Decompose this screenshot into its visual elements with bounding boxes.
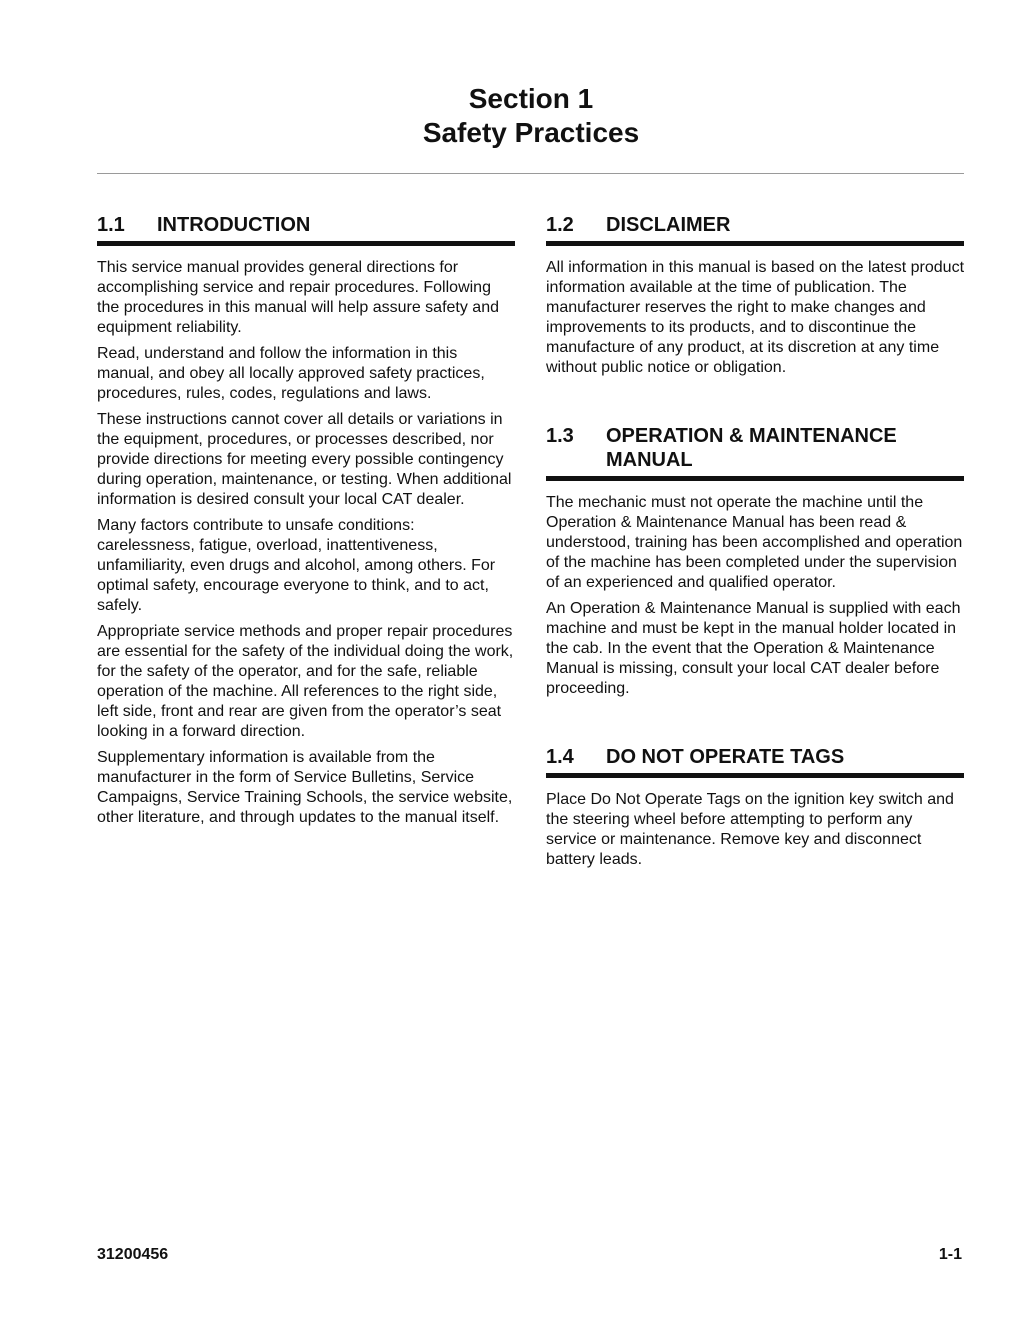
section-number: 1.2 bbox=[546, 214, 574, 236]
section-heading-title: DO NOT OPERATE TAGS bbox=[606, 746, 845, 768]
section-introduction bbox=[97, 213, 515, 828]
section-heading bbox=[546, 213, 964, 246]
paragraph: These instructions cannot cover all details or variations in the equipment, procedures, or processes described, nor provide directions for meeting every possible contingency during operation, maintenance, or testing. When additional information is desired consult your local CAT dealer. bbox=[97, 411, 512, 508]
page-number: 1-1 bbox=[938, 1246, 962, 1263]
paragraph: Read, understand and follow the information in this manual, and obey all locally approved safety practices, procedures, rules, codes, regulations and laws. bbox=[97, 345, 485, 402]
section-heading bbox=[546, 745, 964, 778]
document-number: 31200456 bbox=[97, 1246, 169, 1263]
section-title: Safety Practices bbox=[422, 117, 640, 148]
paragraph: Many factors contribute to unsafe conditions: carelessness, fatigue, overload, inattentiveness, unfamiliarity, even drugs and alcohol, among others. For optimal safety, encourage everyone to think, and to act, safely. bbox=[97, 517, 496, 614]
right-column bbox=[546, 213, 964, 876]
paragraph: Appropriate service methods and proper repair procedures are essential for the safety of the individual doing the work, for the safety of the operator, and for the safe, reliable operation of the machine. All references to the right side, left side, front and rear are given from the operator’s seat looking in a forward direction. bbox=[97, 623, 514, 740]
section-heading-title: DISCLAIMER bbox=[606, 214, 731, 236]
title-divider bbox=[97, 173, 964, 174]
section-heading-title: OPERATION & MAINTENANCE MANUAL bbox=[606, 425, 897, 471]
section-label: Section 1 bbox=[468, 83, 594, 114]
left-column bbox=[97, 213, 515, 834]
paragraph: This service manual provides general directions for accomplishing service and repair procedures. Following the procedures in this manual will help assure safety and equipment reliability. bbox=[97, 259, 499, 336]
section-operation-maintenance-manual bbox=[546, 424, 964, 699]
section-do-not-operate-tags bbox=[546, 745, 964, 870]
paragraph: The mechanic must not operate the machine until the Operation & Maintenance Manual has been read & understood, training has been accomplished and operation of the machine has been completed under the supervision of an experienced and qualified operator. bbox=[546, 494, 963, 591]
section-disclaimer bbox=[546, 213, 964, 378]
section-heading bbox=[546, 424, 964, 481]
section-number: 1.1 bbox=[97, 214, 125, 236]
section-number: 1.4 bbox=[546, 746, 574, 768]
section-heading bbox=[97, 213, 515, 246]
section-number: 1.3 bbox=[546, 425, 574, 447]
paragraph: Place Do Not Operate Tags on the ignition key switch and the steering wheel before attempting to perform any service or maintenance. Remove key and disconnect battery leads. bbox=[546, 791, 954, 868]
paragraph: Supplementary information is available from the manufacturer in the form of Service Bulletins, Service Campaigns, Service Training Schools, the service website, other literature, and through updates to the manual itself. bbox=[97, 749, 513, 826]
paragraph: An Operation & Maintenance Manual is supplied with each machine and must be kept in the manual holder located in the cab. In the event that the Operation & Maintenance Manual is missing, consult your local CAT dealer before proceeding. bbox=[546, 600, 961, 697]
paragraph: All information in this manual is based on the latest product information available at the time of publication. The manufacturer reserves the right to make changes and improvements to its products, and to discontinue the manufacture of any product, at its discretion at any time without public notice or obligation. bbox=[546, 259, 965, 376]
page-title bbox=[0, 82, 1024, 150]
section-heading-title: INTRODUCTION bbox=[157, 214, 311, 236]
